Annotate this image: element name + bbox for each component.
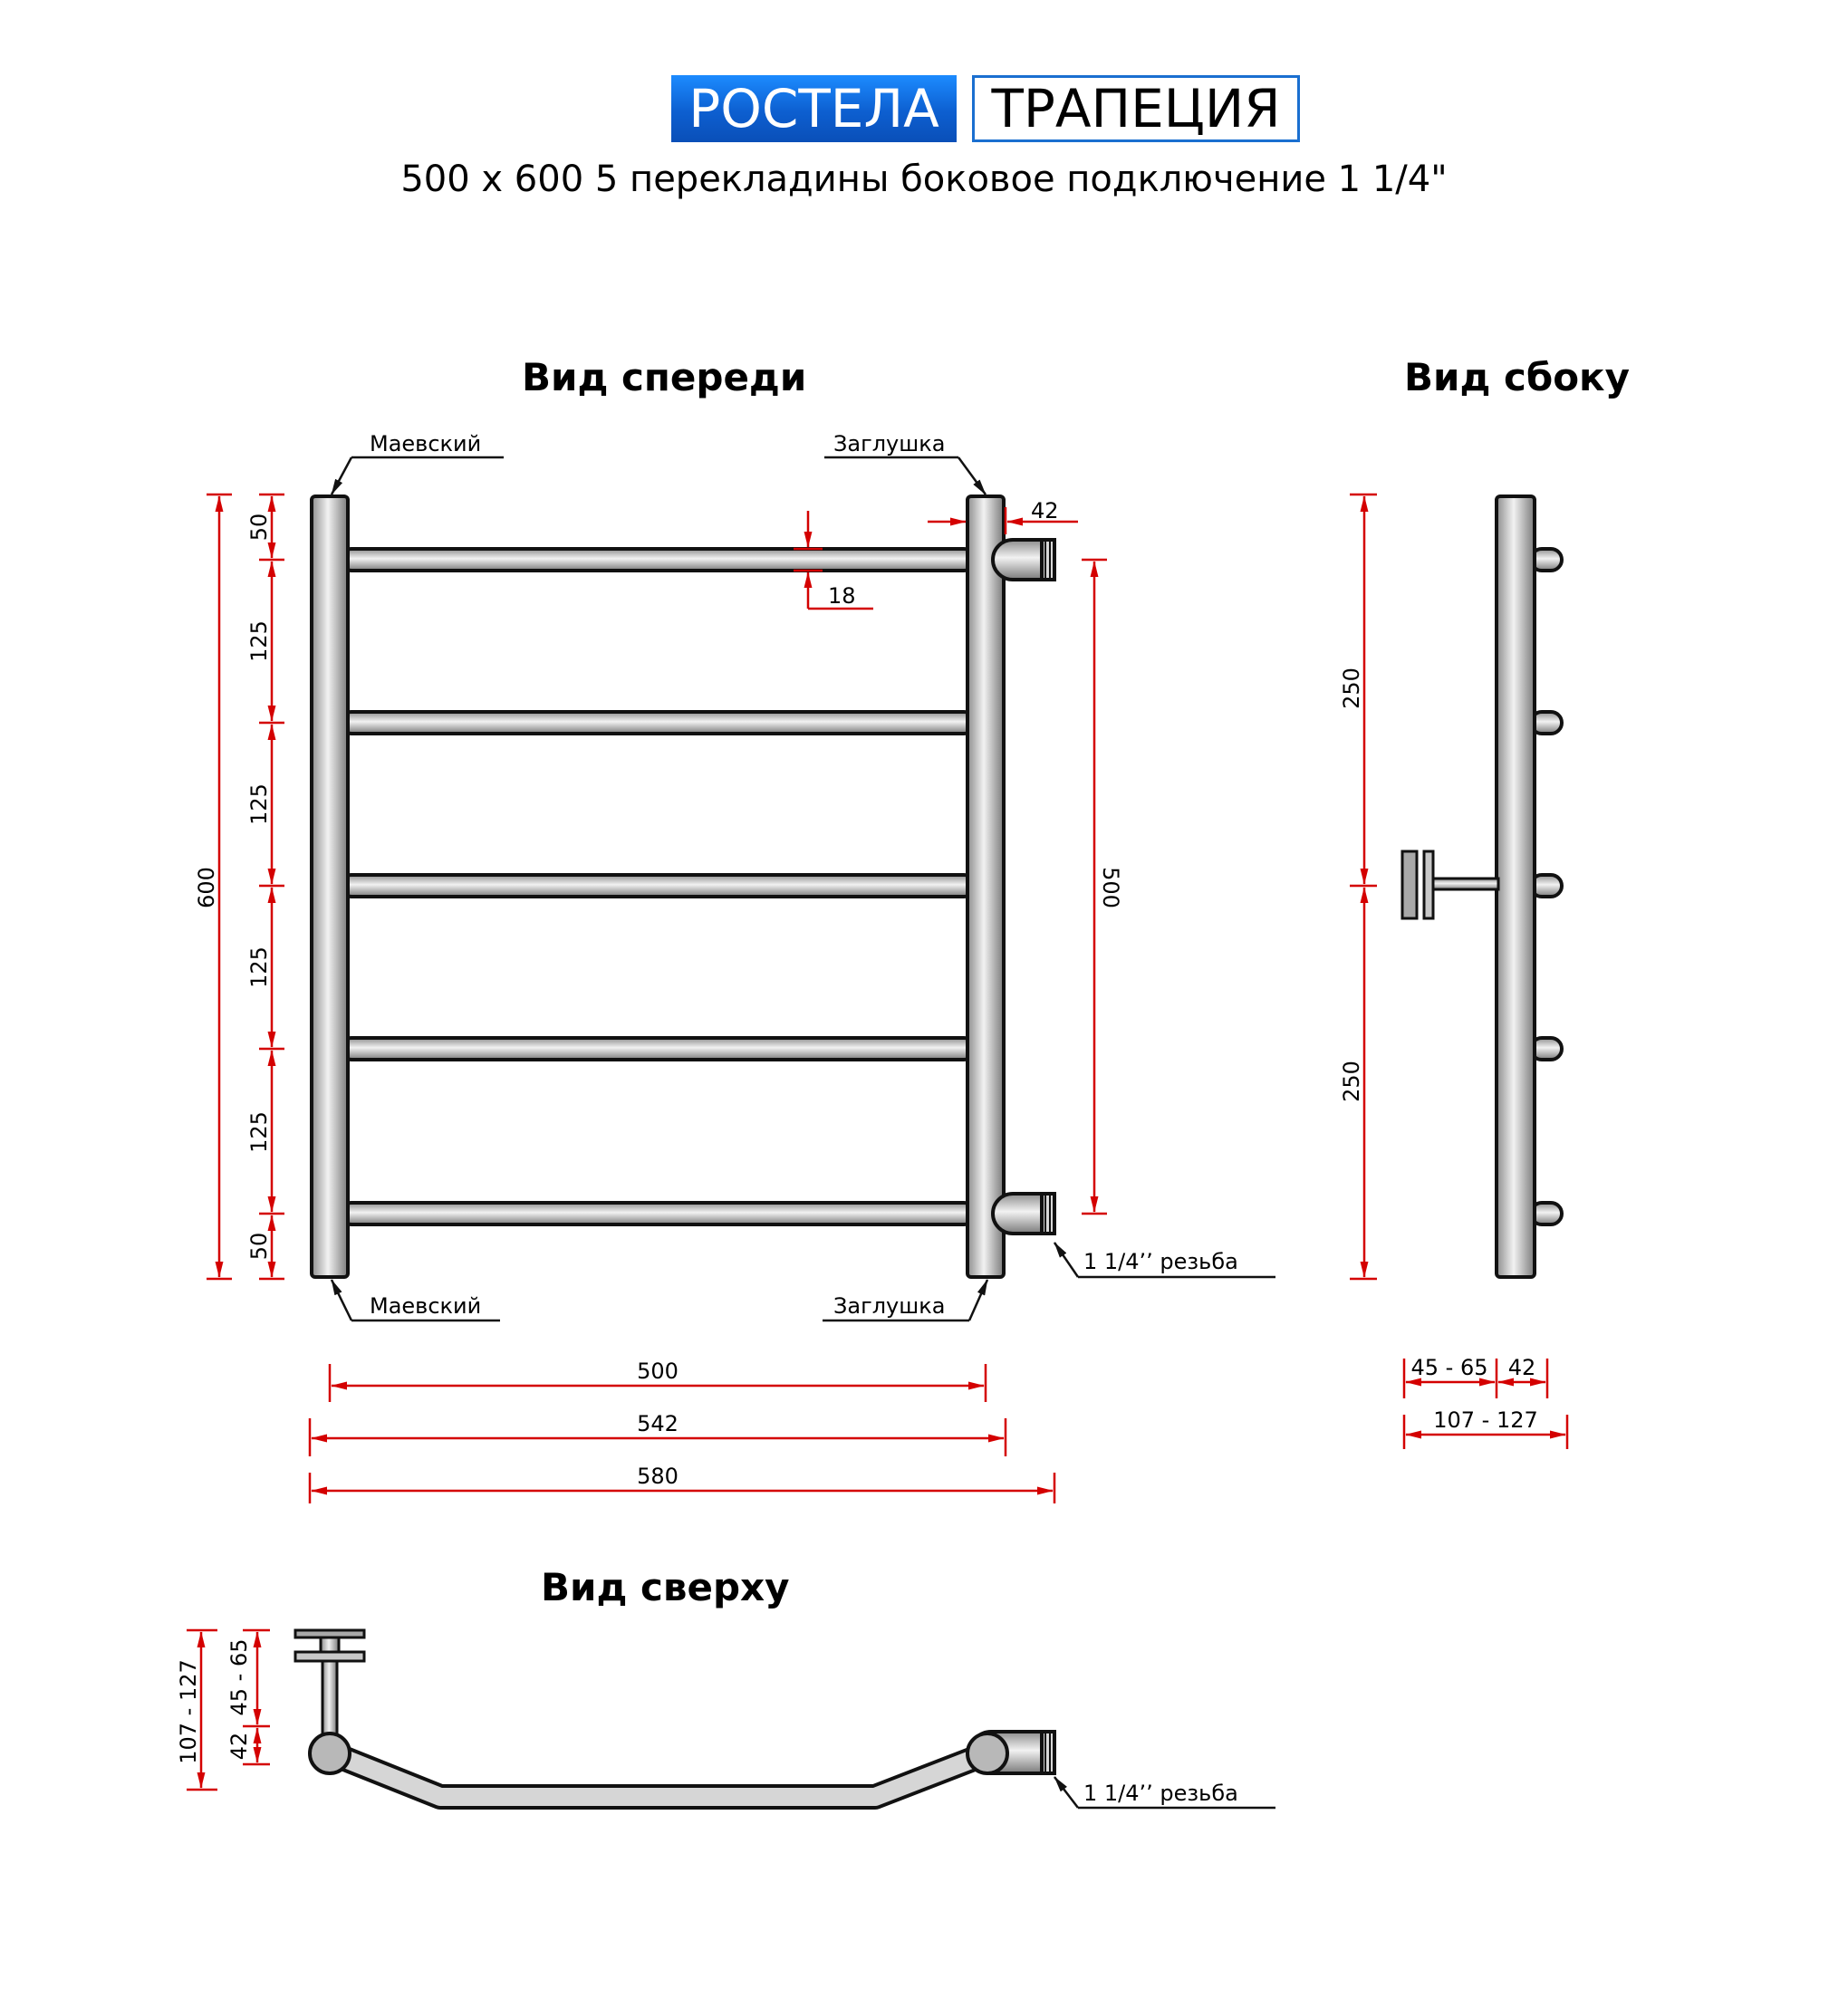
dim-45-65-side: 45 - 65 [1410,1355,1488,1380]
dim-42-side: 42 [1507,1355,1536,1380]
plug-label-top: Заглушка [833,431,946,456]
dim-125-3: 125 [246,946,272,988]
front-view [194,431,1275,1503]
top-view [176,1630,1275,1808]
right-tube [967,496,1004,1277]
left-tube [312,496,348,1277]
top-dimension-texts [176,1639,252,1764]
dim-125-1: 125 [246,620,272,662]
dim-250-top: 250 [1339,667,1364,709]
top-left-tube-section [310,1733,350,1773]
dim-500-width: 500 [637,1359,679,1384]
rung-1 [341,549,975,571]
upper-connection-fitting [993,540,1054,580]
wall-bracket [1402,851,1498,918]
dim-542-width: 542 [637,1411,679,1436]
dim-45-65-top: 45 - 65 [226,1638,252,1716]
top-wall-bracket [295,1630,364,1743]
top-right-tube-section [967,1733,1007,1773]
dim-18: 18 [828,583,856,609]
thread-label-front: 1 1/4’’ резьба [1083,1249,1238,1274]
lower-connection-fitting [993,1194,1054,1234]
product-subtitle: 500 x 600 5 перекладины боковое подключение 1 1/4" [400,158,1448,200]
dim-580-width: 580 [637,1464,679,1489]
front-view-title: Вид спереди [522,355,807,399]
rung-3 [341,875,975,897]
side-tube [1497,496,1535,1277]
dim-50-bottom: 50 [246,1232,272,1261]
mayevsky-label-bottom: Маевский [370,1293,482,1319]
mayevsky-label-top: Маевский [370,431,482,456]
dim-107-127-top: 107 - 127 [176,1659,201,1764]
thread-label-top: 1 1/4’’ резьба [1083,1781,1238,1806]
dim-500-vertical: 500 [1098,867,1123,908]
dim-250-bottom: 250 [1339,1061,1364,1102]
rung-4 [341,1038,975,1060]
top-view-title: Вид сверху [541,1565,790,1609]
dim-107-127-side: 107 - 127 [1433,1407,1538,1433]
dim-600: 600 [194,867,219,908]
rung-5 [341,1203,975,1224]
rungs [341,549,975,1224]
brand-logo: РОСТЕЛА [671,75,957,142]
side-view [1339,495,1567,1449]
model-name: ТРАПЕЦИЯ [972,75,1300,142]
dim-42-front: 42 [1031,498,1059,523]
dim-42-top: 42 [226,1732,252,1761]
side-view-title: Вид сбоку [1404,355,1630,399]
plug-label-bottom: Заглушка [833,1293,946,1319]
dim-125-4: 125 [246,1111,272,1153]
dim-125-2: 125 [246,783,272,825]
rung-2 [341,712,975,734]
dim-50-top: 50 [246,513,272,542]
